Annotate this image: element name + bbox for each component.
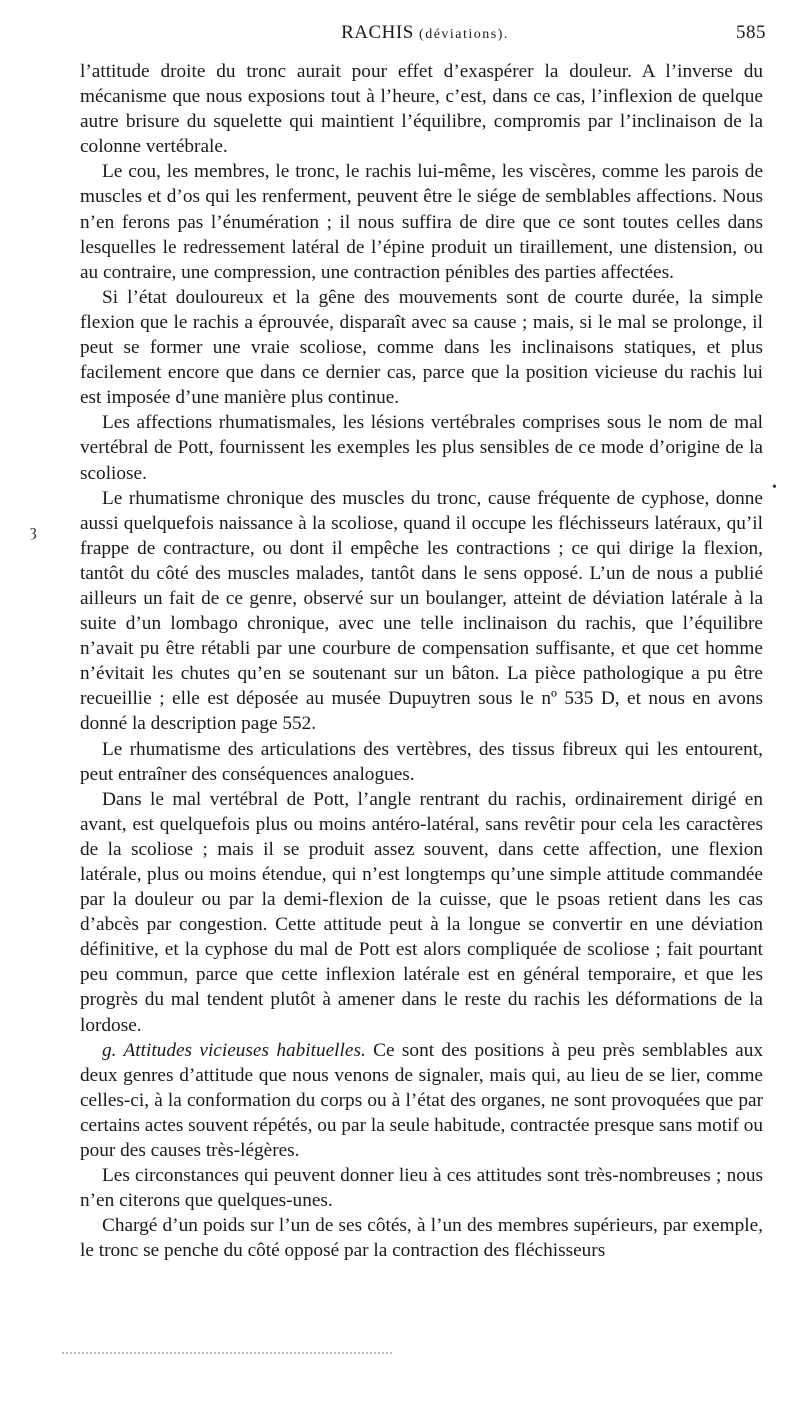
paragraph: Les affections rhumatismales, les lésions vertébrales comprises sous le nom de mal vertébral de Pott, fournissent les exemples les plus sensibles de ce mode d’origine de la scoliose. (80, 412, 763, 484)
paragraph: Le cou, les membres, le tronc, le rachis lui-même, les viscères, comme les parois de muscles et d’os qui les renferment, peuvent être le siége de semblables affections. Nous n’en ferons pas l’énumération ; il nous suffira de dire que ce sont toutes celles dans lesquelles le redressement latéral de l’épine produit un tiraillement, une distension, ou au contraire, une compression, une contraction pénibles des parties affectées. (80, 161, 763, 283)
margin-annotation-mark: ȝ (30, 521, 37, 540)
running-header (80, 22, 770, 52)
paragraph: Chargé d’un poids sur l’un de ses côtés, à l’un des membres supérieurs, par exemple, le tronc se penche du côté opposé par la contraction des fléchisseurs (80, 1215, 763, 1262)
body-text (80, 59, 763, 1264)
running-title-main: RACHIS (341, 22, 414, 43)
footer-dotted-rule (62, 1352, 392, 1354)
paragraph: l’attitude droite du tronc aurait pour effet d’exaspérer la douleur. A l’inverse du mécanisme que nous exposions tout à l’heure, c’est, dans ce cas, l’inflexion de quelque autre brisure du squelette qui maintient l’équilibre, compromis par l’inclinaison de la colonne vertébrale. (80, 61, 763, 158)
paragraph: Le rhumatisme chronique des muscles du tronc, cause fréquente de cyphose, donne aussi quelquefois naissance à la scoliose, quand il occupe les fléchisseurs latéraux, qu’il frappe de contracture, ou dont il empêche les contractions ; ce qui dirige la flexion, tantôt du côté des muscles malades, tantôt dans le sens opposé. L’un de nous a publié ailleurs un fait de ce genre, observé sur un boulanger, atteint de déviation latérale à la suite d’un lombago chronique, avec une telle inclinaison du rachis, que l’équilibre n’avait pu être rétabli par une courbure de compensation suffisante, et que cet homme n’évitait les chutes qu’en se soutenant sur un bâton. La pièce pathologique a pu être recueillie ; elle est déposée au musée Dupuytren sous le nº 535 D, et nous en avons donné la description page 552. (80, 487, 763, 735)
paragraph: Dans le mal vertébral de Pott, l’angle rentrant du rachis, ordinairement dirigé en avant, est quelquefois plus ou moins antéro-latéral, sans revêtir pour cela les caractères de la scoliose ; mais il se produit assez souvent, dans cette affection, une flexion latérale, plus ou moins étendue, qui n’est longtemps qu’une simple attitude commandée par la douleur ou par la demi-flexion de la cuisse, que le psoas retient dans les cas d’abcès par congestion. Cette attitude peut à la longue se convertir en une déviation définitive, et la cyphose du mal de Pott est alors compliquée de scoliose ; fait pourtant peu commun, parce que cette inflexion latérale est en général temporaire, et que les progrès du mal tendent plutôt à amener dans le reste du rachis les déformations de la lordose. (80, 788, 763, 1036)
section-g-paragraph (80, 1038, 763, 1163)
running-title (80, 22, 770, 44)
paragraph: Le rhumatisme des articulations des vertèbres, des tissus fibreux qui les entourent, peut entraîner des conséquences analogues. (80, 738, 763, 785)
paragraph: Si l’état douloureux et la gêne des mouvements sont de courte durée, la simple flexion que le rachis a éprouvée, disparaît avec sa cause ; mais, si le mal se prolonge, il peut se former une vraie scoliose, comme dans les inclinaisons statiques, et plus facilement encore que dans ce dernier cas, parce que la position vicieuse du rachis lui est imposée d’une manière plus continue. (80, 286, 763, 409)
paragraph: Les circonstances qui peuvent donner lieu à ces attitudes sont très-nombreuses ; nous n’en citerons que quelques-unes. (80, 1165, 763, 1212)
margin-dot-mark: • (772, 480, 777, 495)
page-number: 585 (736, 22, 766, 43)
section-g-heading: g. Attitudes vicieuses habituelles. (102, 1039, 366, 1061)
running-title-subtitle: (déviations). (419, 27, 509, 42)
section-g-text: Ce sont des positions à peu près semblables aux deux genres d’attitude que nous venons de signaler, mais qui, au lieu de se lier, comme celles-ci, à la conformation du corps ou à l’état des organes, ne sont provoquées que par certains actes souvent répétés, ou par la seule habitude, contractée presque sans motif ou pour des causes très-légères. (80, 1039, 763, 1162)
